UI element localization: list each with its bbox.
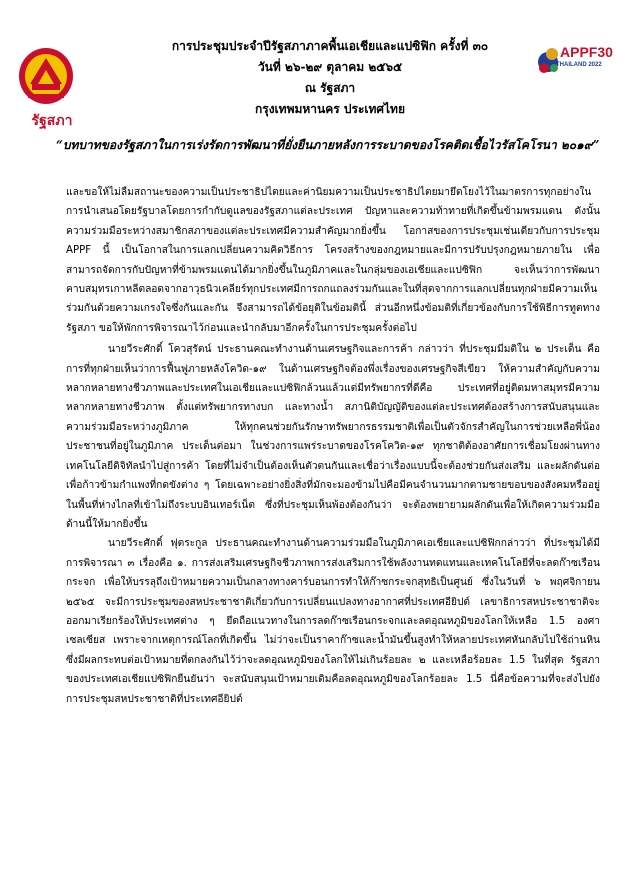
conference-city: กรุงเทพมหานคร ประเทศไทย xyxy=(254,102,406,116)
document-body xyxy=(66,183,600,709)
paragraph-3: นายวีระศักดิ์ ฟุตระกูล ประธานคณะทำงานด้านความร่วมมือในภูมิภาคเอเชียและแปซิฟิกกล่าวว่า ที่ประชุมได้มีการพิจารณา ๓ เรื่องคือ ๑. การส่งเสริมเศรษฐกิจชีวภาพการส่งเสริมการใช้พลังงานทดแทนและเทคโนโลยีที่จะลดก๊าซเรือนกระจก เพื่อให้บรรลุถึงเป้าหมายความเป็นกลางทางคาร์บอนการทำให้ก๊าซกระจกสุทธิเป็นศูนย์ ซึ่งในวันที่ ๖ พฤศจิกายน ๒๕๖๕ จะมีการประชุมของสหประชาชาติเกี่ยวกับการเปลี่ยนแปลงทางอากาศที่ประเทศอียิปต์ เลขาธิการสหประชาชาติจะออกมาเรียกร้องให้ประเทศต่าง ๆ ยึดถือแนวทางในการลดก๊าซเรือนกระจกและลดอุณหภูมิของโลกให้เหลือ 1.5 องศาเซลเซียส เพราะจากเหตุการณ์โลกที่เกิดขึ้น ไม่ว่าจะเป็นราคาก๊าซและน้ำมันขึ้นสูงทำให้หลายประเทศหันกลับไปใช้ถ่านหิน ซึ่งมีผลกระทบต่อเป้าหมายที่ตกลงกันไว้ว่าจะลดอุณหภูมิของโลกให้ไม่เกินร้อยละ ๒ และเหลือร้อยละ 1.5 ในที่สุด รัฐสภาของประเทศเอเชียแปซิฟิกยืนยันว่า จะสนับสนุนเป้าหมายเดิมคือลดอุณหภูมิของโลกร้อยละ 1.5 นี่คือข้อความที่จะส่งไปยังการประชุมสหประชาชาติที่ประเทศอียิปต์ xyxy=(66,538,600,705)
paragraph-2: นายวีระศักดิ์ โควสุรัตน์ ประธานคณะทำงานด้านเศรษฐกิจและการค้า กล่าวว่า ที่ประชุมมีมติใน ๒ ประเด็น คือ การที่ทุกฝ่ายเห็นว่าการฟื้นฟูภายหลังโควิด-๑๙ ในด้านเศรษฐกิจต้องพึ่งเรื่องของเศรษฐกิจสีเขียว ให้ความสำคัญกับความหลากหลายทางชีวภาพและประเทศในเอเชียและแปซิฟิกล้วนแล้วแต่มีทรัพยากรที่ดีคือ ประเทศที่อยู่ติดมหาสมุทรมีความหลากหลายทางชีวภาพ ตั้งแต่ทรัพยากรทางบก และทางน้ำ สภานิติบัญญัติของแต่ละประเทศต้องสร้างการสนับสนุนและความร่วมมือระหว่างภูมิภาค ให้ทุกคนช่วยกันรักษาทรัพยากรธรรมชาติเพื่อเป็นตัวจักรสำคัญในการช่วยเหลือพี่น้องประชาชนที่อยู่ในภูมิภาค ประเด็นต่อมา ในช่วงการแพร่ระบาดของโรคโควิด-๑๙ ทุกชาติต้องอาศัยการเชื่อมโยงผ่านทางเทคโนโลยีดิจิทัลนำไปสู่การค้า โดยที่ไม่จำเป็นต้องเห็นตัวตนกันและเชื่อว่าเรื่องแบบนี้จะต้องช่วยกันส่งเสริม และผลักดันต่อเพื่อก้าวข้ามกำแพงที่กดขังต่าง ๆ โดยเฉพาะอย่างยิ่งสิ่งที่มักจะมองข้ามไปคือมีคนจำนวนมากตามชายขอบของสังคมหรืออยู่ในพื้นที่ห่างไกลที่เข้าไม่ถึงระบบอินเทอร์เน็ต ซึ่งที่ประชุมเห็นพ้องต้องกันว่า จะต้องพยายามผลักดันเพื่อให้เกิดความร่วมมือด้านนี้ให้มากยิ่งขึ้น xyxy=(66,344,600,530)
appf-logo-text: APPF30 xyxy=(560,44,613,60)
appf-logo-subtext: THAILAND 2022 xyxy=(556,62,602,68)
parliament-seal-icon xyxy=(16,44,76,110)
document-subtitle: “บทบาทของรัฐสภาในการเร่งรัดการพัฒนาที่ยั่งยืนภายหลังการระบาดของโรคติดเชื้อไวรัสโคโรนา ๒๐๑๙” xyxy=(56,138,600,152)
conference-venue: ณ รัฐสภา xyxy=(304,81,356,95)
header-lines xyxy=(130,36,530,120)
conference-dates: วันที่ ๒๖-๒๙ ตุลาคม ๒๕๖๕ xyxy=(257,60,403,74)
conference-title: การประชุมประจำปีรัฐสภาภาคพื้นเอเชียและแปซิฟิก ครั้งที่ ๓๐ xyxy=(171,39,489,53)
paragraph-1: และขอให้ไม่ลืมสถานะของความเป็นประชาธิปไตยและค่านิยมความเป็นประชาธิปไตยมายึดโยงไว้ในมาตรการทุกอย่างในการนำเสนอโดยรัฐบาลโดยการกำกับดูแลของรัฐสภาแต่ละประเทศ ปัญหาและความท้าทายที่เกิดขึ้นข้ามพรมแดน ดังนั้น ความร่วมมือระหว่างสมาชิกสภาของแต่ละประเทศมีความสำคัญมากยิ่งขึ้น โอกาสของการประชุมเช่นเดียวกับการประชุม APPF นี้ เป็นโอกาสในการแลกเปลี่ยนความคิดวิธีการ โครงสร้างของกฎหมายและมีการปรับปรุงกฎหมายภายใน เพื่อสามารถจัดการกับปัญหาที่ข้ามพรมแดนได้มากยิ่งขึ้นในภูมิภาคและในกลุ่มของเอเชียและแปซิฟิก จะเห็นว่าการพัฒนาคาบสมุทรเกาหลีตลอดจากอาวุธนิวเคลียร์ทุกประเทศมีการถกแถลงร่วมกันและในที่สุดจากการแลกเปลี่ยนทุกฝ่ายมีความเห็นร่วมกันด้วยความเกรงใจซึ่งกันและกัน จึงสามารถได้ข้อยุติในข้อมตินี้ ส่วนอีกหนึ่งข้อมติที่เกี่ยวข้องกับการใช้พิธีการทูตทางรัฐสภา ขอให้พักการพิจารณาไว้ก่อนและนำกลับมาอีกครั้งในการประชุมครั้งต่อไป xyxy=(66,187,600,334)
seal-caption: รัฐสภา xyxy=(31,113,73,129)
